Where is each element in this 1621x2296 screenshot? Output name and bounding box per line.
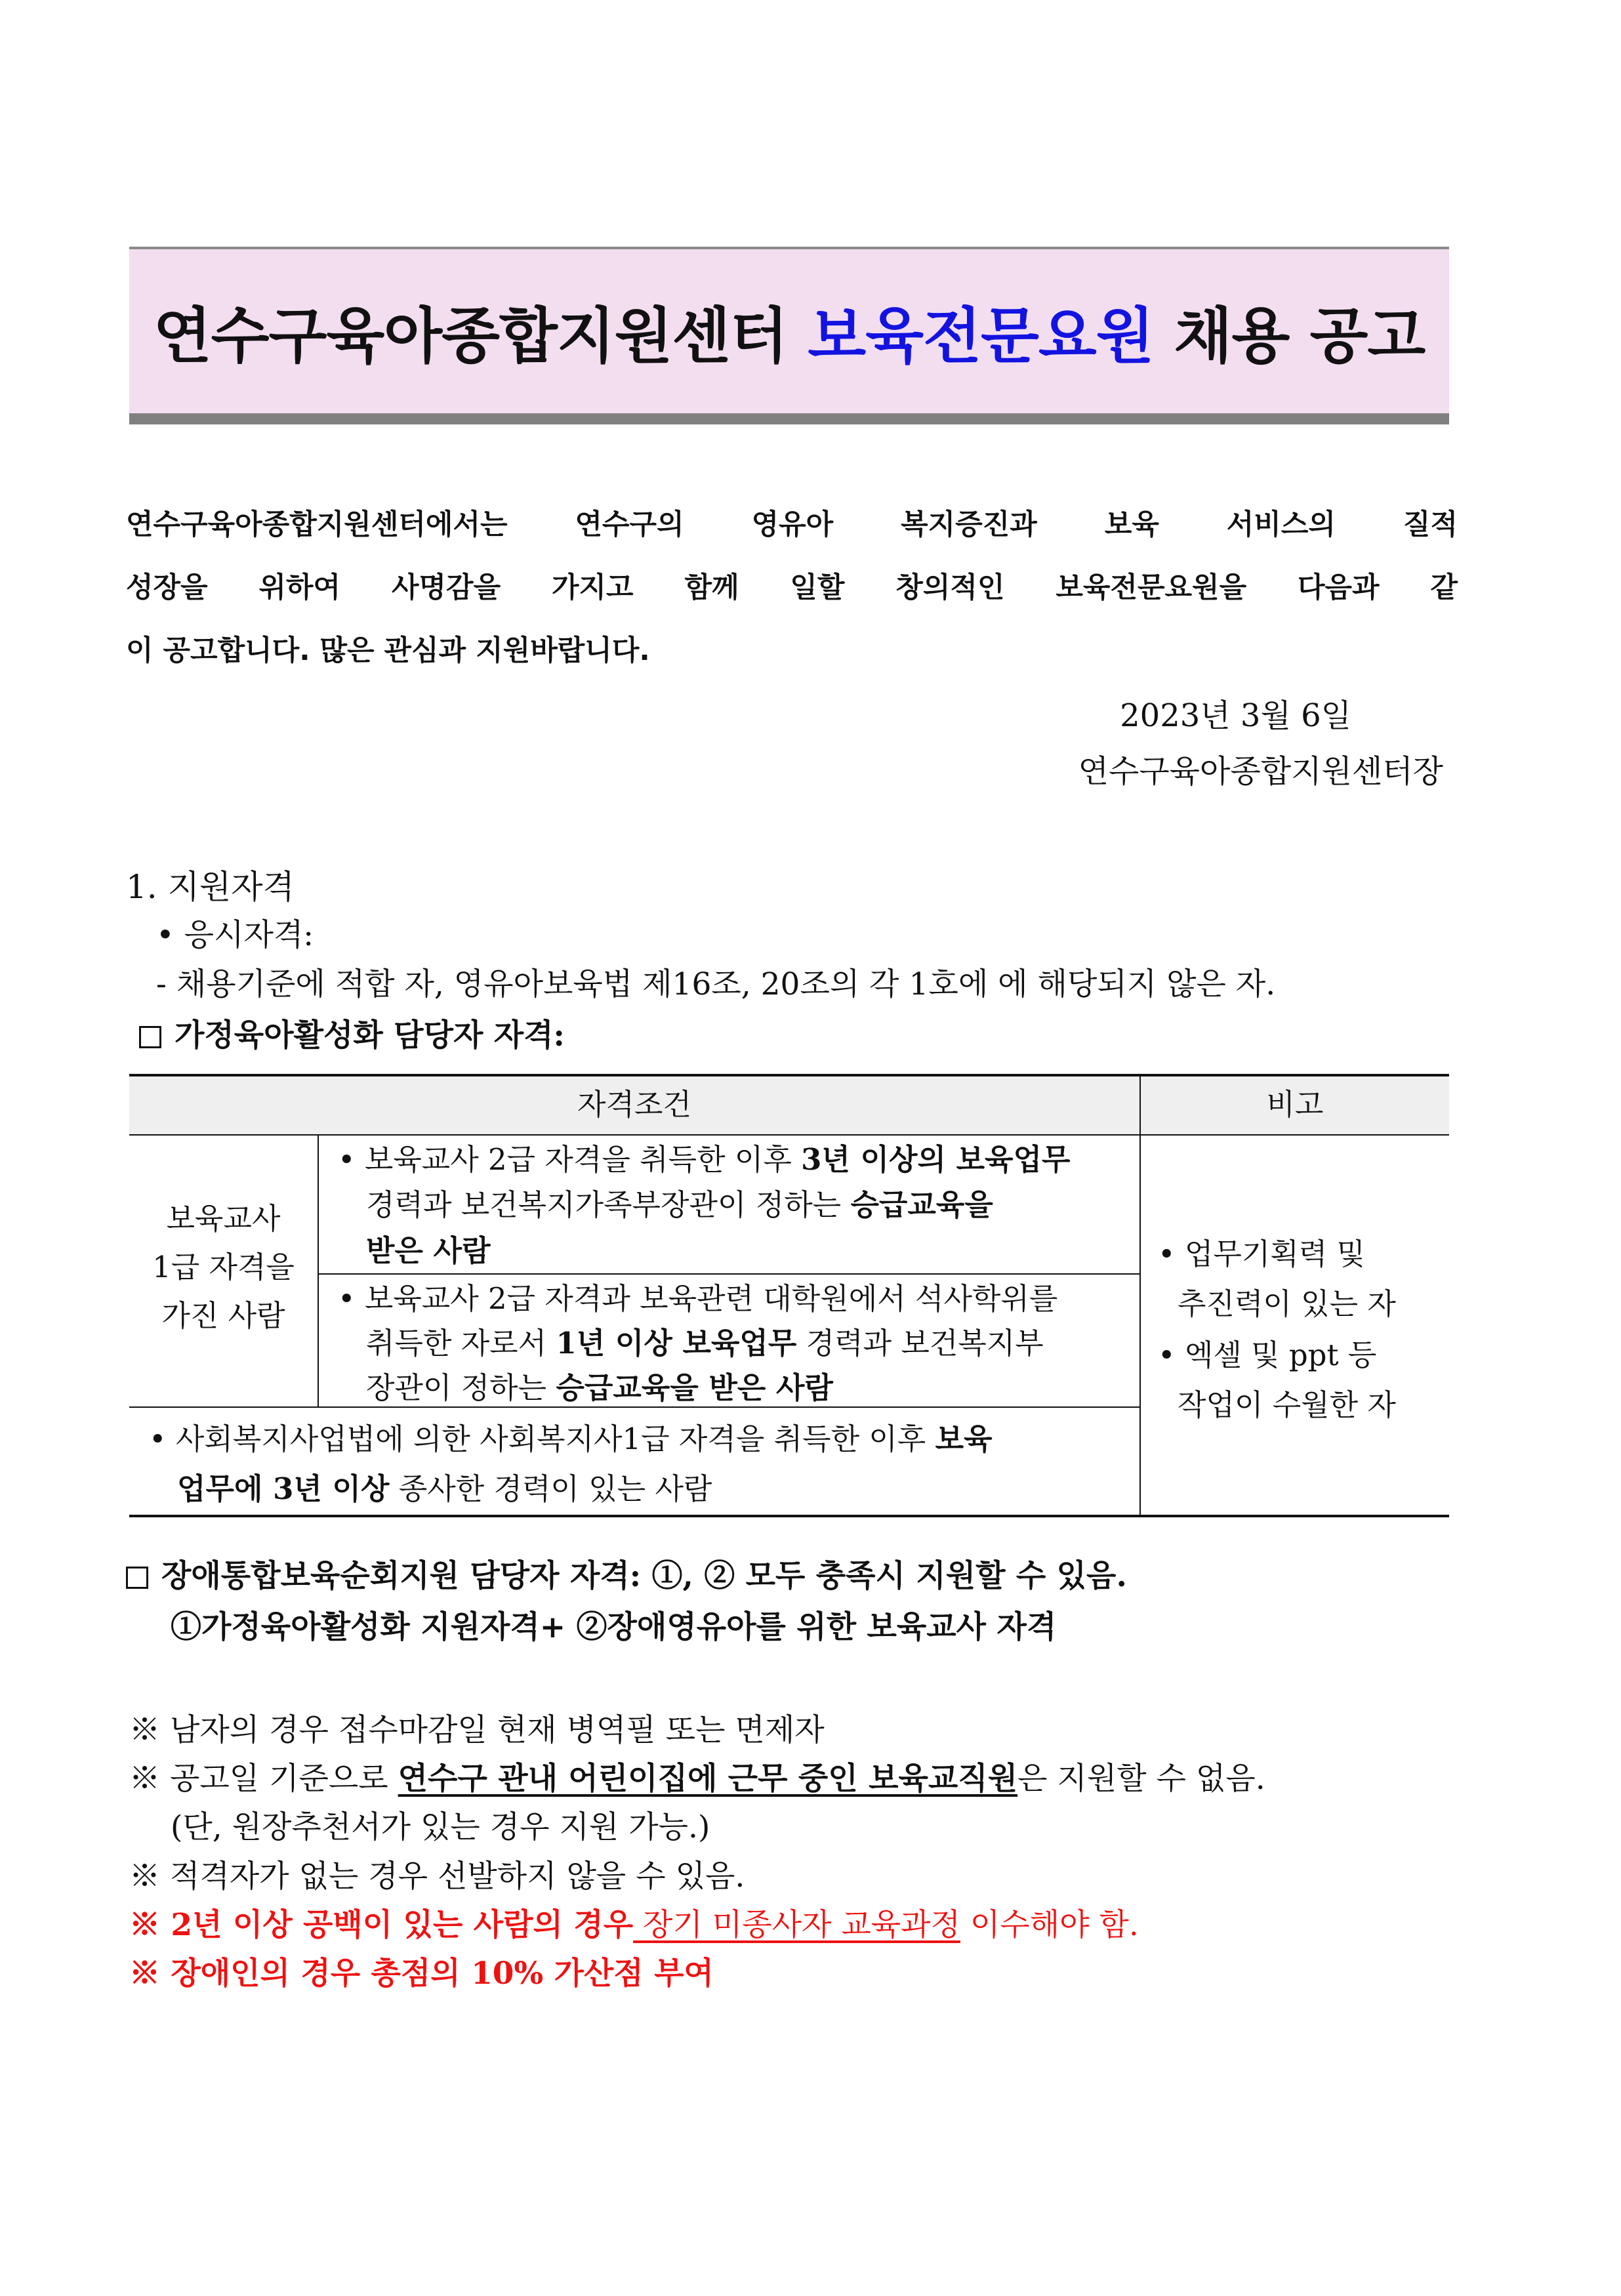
condition-1-line-2: 경력과 보건복지가족부장관이 정하는 승급교육을: [366, 1187, 993, 1222]
condition-2-line-3: 장관이 정하는 승급교육을 받은 사람: [366, 1370, 834, 1405]
eligibility-bullet: • 응시자격:: [156, 917, 314, 953]
condition-2-line-2: 취득한 자로서 1년 이상 보육업무 경력과 보건복지부: [366, 1326, 1044, 1361]
row-label-line-1: 보육교사: [166, 1201, 281, 1236]
disability-support-heading: 장애통합보육순회지원 담당자 자격: ①, ② 모두 충족시 지원할 수 있음.: [126, 1551, 1127, 1595]
section-1-heading: 1. 지원자격: [126, 868, 295, 906]
intro-line-2: 성장을 위하여 사명감을 가지고 함께 일할 창의적인 보육전문요원을 다음과 같: [126, 571, 1458, 604]
row-label-line-3: 가진 사람: [161, 1298, 285, 1333]
condition-3-line-2: 업무에 3년 이상 종사한 경력이 있는 사람: [177, 1471, 712, 1506]
intro-line-1: 연수구육아종합지원센터에서는 연수구의 영유아 복지증진과 보육 서비스의 질적: [126, 508, 1458, 541]
condition-1-line-3: 받은 사람: [366, 1233, 491, 1268]
note-career-gap: ※ 2년 이상 공백이 있는 사람의 경우 장기 미종사자 교육과정 이수해야 함.: [129, 1907, 1139, 1943]
title-highlight: 보육전문요원: [808, 301, 1154, 371]
qualification-table: [129, 1074, 1449, 1517]
remark-line-1: • 업무기획력 및: [1158, 1237, 1365, 1271]
condition-2-line-1: • 보육교사 2급 자격과 보육관련 대학원에서 석사학위를: [338, 1281, 1058, 1316]
eligibility-criteria: - 채용기준에 적합 자, 영유아보육법 제16조, 20조의 각 1호에 에 해당되지 않은 자.: [156, 966, 1276, 1002]
table-border-bottom: [129, 1515, 1449, 1517]
condition-1-line-1: • 보육교사 2급 자격을 취득한 이후 3년 이상의 보육업무: [338, 1142, 1071, 1177]
note-disability-bonus: ※ 장애인의 경우 총점의 10% 가산점 부여: [129, 1956, 714, 1992]
remark-line-4: 작업이 수월한 자: [1178, 1387, 1396, 1422]
note-military: ※ 남자의 경우 접수마감일 현재 병역필 또는 면제자: [129, 1712, 825, 1748]
issuer-signature: 연수구육아종합지원센터장: [1078, 753, 1443, 790]
column-header-remarks: 비고: [1266, 1087, 1324, 1122]
row-label-line-2: 1급 자격을: [152, 1250, 295, 1284]
remark-line-2: 추진력이 있는 자: [1178, 1286, 1396, 1321]
condition-3-line-1: • 사회복지사업법에 의한 사회복지사1급 자격을 취득한 이후 보육: [149, 1422, 993, 1456]
note-exception: (단, 원장추천서가 있는 경우 지원 가능.): [171, 1809, 710, 1845]
intro-line-3: 이 공고합니다. 많은 관심과 지원바랍니다.: [126, 634, 650, 667]
checkbox-icon: [139, 1026, 161, 1048]
home-childcare-heading: 가정육아활성화 담당자 자격:: [139, 1011, 565, 1055]
table-column-divider: [1139, 1074, 1141, 1517]
disability-support-requirements: ①가정육아활성화 지원자격+ ②장애영유아를 위한 보육교사 자격: [171, 1609, 1057, 1645]
note-current-staff: ※ 공고일 기준으로 연수구 관내 어린이집에 근무 중인 보육교직원은 지원할 수 없음.: [129, 1761, 1265, 1797]
checkbox-icon: [126, 1567, 148, 1589]
table-label-divider: [318, 1134, 319, 1407]
table-border-top: [129, 1074, 1449, 1076]
column-header-conditions: 자격조건: [577, 1087, 691, 1122]
note-no-selection: ※ 적격자가 없는 경우 선발하지 않을 수 있음.: [129, 1858, 745, 1895]
title-prefix: 연수구육아종합지원센터: [153, 301, 788, 371]
announcement-date: 2023년 3월 6일: [1120, 697, 1351, 734]
title-suffix: 채용 공고: [1174, 301, 1426, 371]
remark-line-3: • 엑셀 및 ppt 등: [1158, 1338, 1377, 1372]
page-title: [129, 247, 1449, 416]
